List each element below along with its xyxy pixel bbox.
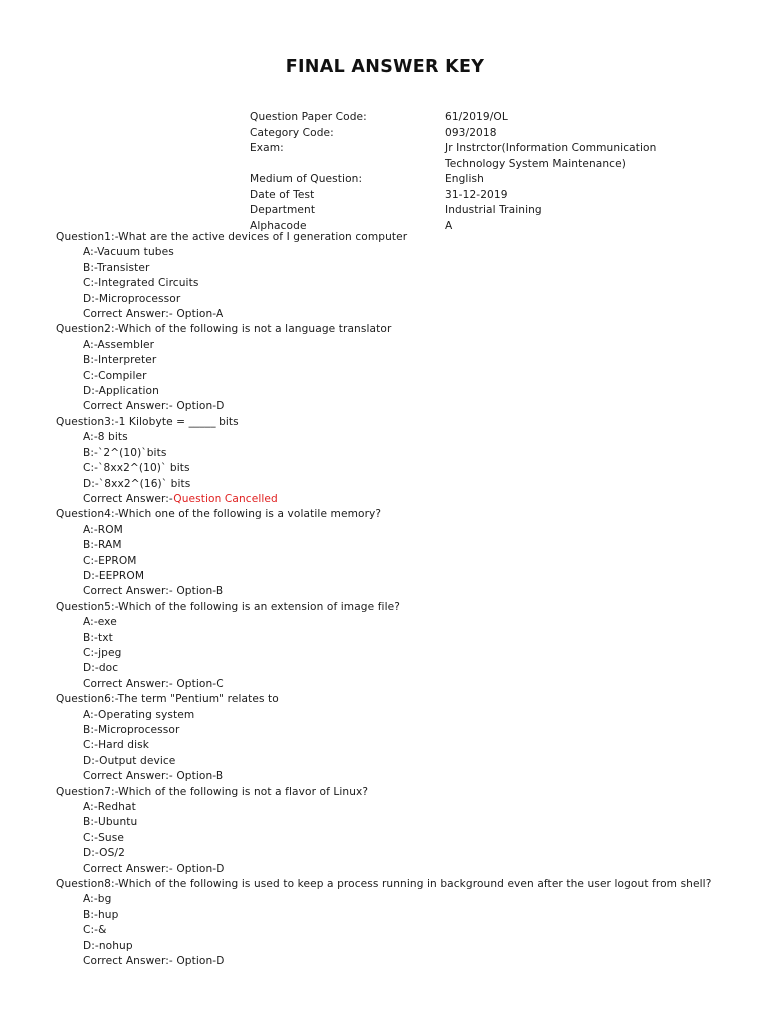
option-text: D:-nohup <box>83 939 133 952</box>
option-text: C:-`8xx2^(10)` bits <box>83 462 190 475</box>
option-text: B:-`2^(10)`bits <box>83 446 167 459</box>
answer-option: Option-C <box>172 677 224 690</box>
meta-value: 31-12-2019 <box>445 188 508 201</box>
meta-row <box>250 188 670 204</box>
question-text: Question3:-1 Kilobyte = _____ bits <box>56 415 239 428</box>
meta-label: Question Paper Code: <box>250 111 367 123</box>
answer-option: Option-D <box>172 955 225 968</box>
correct-answer <box>56 862 756 877</box>
option-text: B:-hup <box>83 908 119 921</box>
option-text: C:-Integrated Circuits <box>83 277 199 290</box>
option-text: A:-exe <box>83 616 117 629</box>
meta-value: Jr Instrctor(Information Communication Technology System Maintenance) <box>445 142 657 170</box>
option-text: A:-Operating system <box>83 708 195 721</box>
option-text: A:-ROM <box>83 523 123 536</box>
option-text: A:-Vacuum tubes <box>83 246 174 259</box>
exam-meta <box>250 110 670 234</box>
question-text: Question2:-Which of the following is not a language translator <box>56 323 392 336</box>
meta-value: 61/2019/OL <box>445 111 508 123</box>
meta-label: Category Code: <box>250 126 334 139</box>
option-text: D:-EEPROM <box>83 569 145 582</box>
answer-option: Option-B <box>172 585 224 598</box>
option-text: A:-Assembler <box>83 338 155 351</box>
answer-prefix: Correct Answer:- <box>83 770 173 783</box>
question-block <box>56 415 756 507</box>
question-text: Question1:-What are the active devices of I generation computer <box>56 231 408 243</box>
answer-option: Option-B <box>172 770 224 783</box>
answer-prefix: Correct Answer:- <box>83 862 173 875</box>
option-text: A:-Redhat <box>83 801 136 814</box>
question-block <box>56 322 756 414</box>
meta-row <box>250 172 670 188</box>
option-text: D:-Microprocessor <box>83 292 181 305</box>
meta-row <box>250 126 670 142</box>
question-block <box>56 600 756 692</box>
option-text: A:-8 bits <box>83 431 128 444</box>
meta-label: Exam: <box>250 142 284 154</box>
answer-prefix: Correct Answer:- <box>83 585 173 598</box>
answer-option: Option-D <box>172 862 225 875</box>
meta-label: Alphacode <box>250 219 307 232</box>
question-block <box>56 877 756 969</box>
option-text: C:-EPROM <box>83 554 137 567</box>
answer-prefix: Correct Answer:- <box>83 677 173 690</box>
option-text: D:-Application <box>83 385 159 398</box>
answer-option: Option-A <box>172 308 224 321</box>
option-text: D:-Output device <box>83 754 176 767</box>
option-text: C:-Hard disk <box>83 739 150 752</box>
question-block <box>56 785 756 877</box>
option-text: B:-Ubuntu <box>83 816 138 829</box>
meta-row <box>250 141 670 172</box>
meta-value: English <box>445 173 484 185</box>
option-text: D:-OS/2 <box>83 847 125 860</box>
meta-value: A <box>445 219 453 232</box>
meta-label: Medium of Question: <box>250 173 363 185</box>
question-block <box>56 230 756 322</box>
option-text: C:-Suse <box>83 831 124 844</box>
option-text: B:-txt <box>83 631 113 644</box>
meta-row <box>250 110 670 126</box>
answer-prefix: Correct Answer:- <box>83 492 174 505</box>
question-text: Question7:-Which of the following is not a flavor of Linux? <box>56 785 369 798</box>
question-block <box>56 507 756 599</box>
question-list <box>56 230 756 970</box>
question-text: Question6:-The term "Pentium" relates to <box>56 693 279 706</box>
answer-prefix: Correct Answer:- <box>83 308 173 321</box>
option-text: B:-Interpreter <box>83 354 157 367</box>
option-text: D:-`8xx2^(16)` bits <box>83 477 191 490</box>
question-text: Question4:-Which one of the following is a volatile memory? <box>56 508 382 521</box>
meta-label: Department <box>250 204 316 216</box>
answer-option: Option-D <box>172 400 225 413</box>
option-text: B:-Transister <box>83 261 150 274</box>
correct-answer <box>56 769 756 784</box>
cancelled-label: Question Cancelled <box>173 492 278 505</box>
option-text: D:-doc <box>83 662 119 675</box>
correct-answer <box>56 954 756 969</box>
meta-value: 093/2018 <box>445 126 497 139</box>
meta-row <box>250 203 670 219</box>
correct-answer <box>56 584 756 599</box>
option-text: C:-& <box>83 924 107 937</box>
option-text: B:-RAM <box>83 539 122 552</box>
page-title: FINAL ANSWER KEY <box>285 57 485 77</box>
option-text: C:-Compiler <box>83 369 147 382</box>
question-text: Question5:-Which of the following is an extension of image file? <box>56 600 400 613</box>
option-text: A:-bg <box>83 893 112 906</box>
question-block <box>56 692 756 784</box>
option-text: B:-Microprocessor <box>83 724 180 736</box>
correct-answer <box>56 399 756 414</box>
answer-prefix: Correct Answer:- <box>83 955 173 968</box>
answer-prefix: Correct Answer:- <box>83 400 173 413</box>
correct-answer <box>56 492 756 507</box>
correct-answer <box>56 677 756 692</box>
correct-answer <box>56 307 756 322</box>
meta-label: Date of Test <box>250 188 315 201</box>
meta-value: Industrial Training <box>445 204 542 216</box>
option-text: C:-jpeg <box>83 646 122 659</box>
question-text: Question8:-Which of the following is used to keep a process running in background even after the user logout from shell? <box>56 878 712 891</box>
